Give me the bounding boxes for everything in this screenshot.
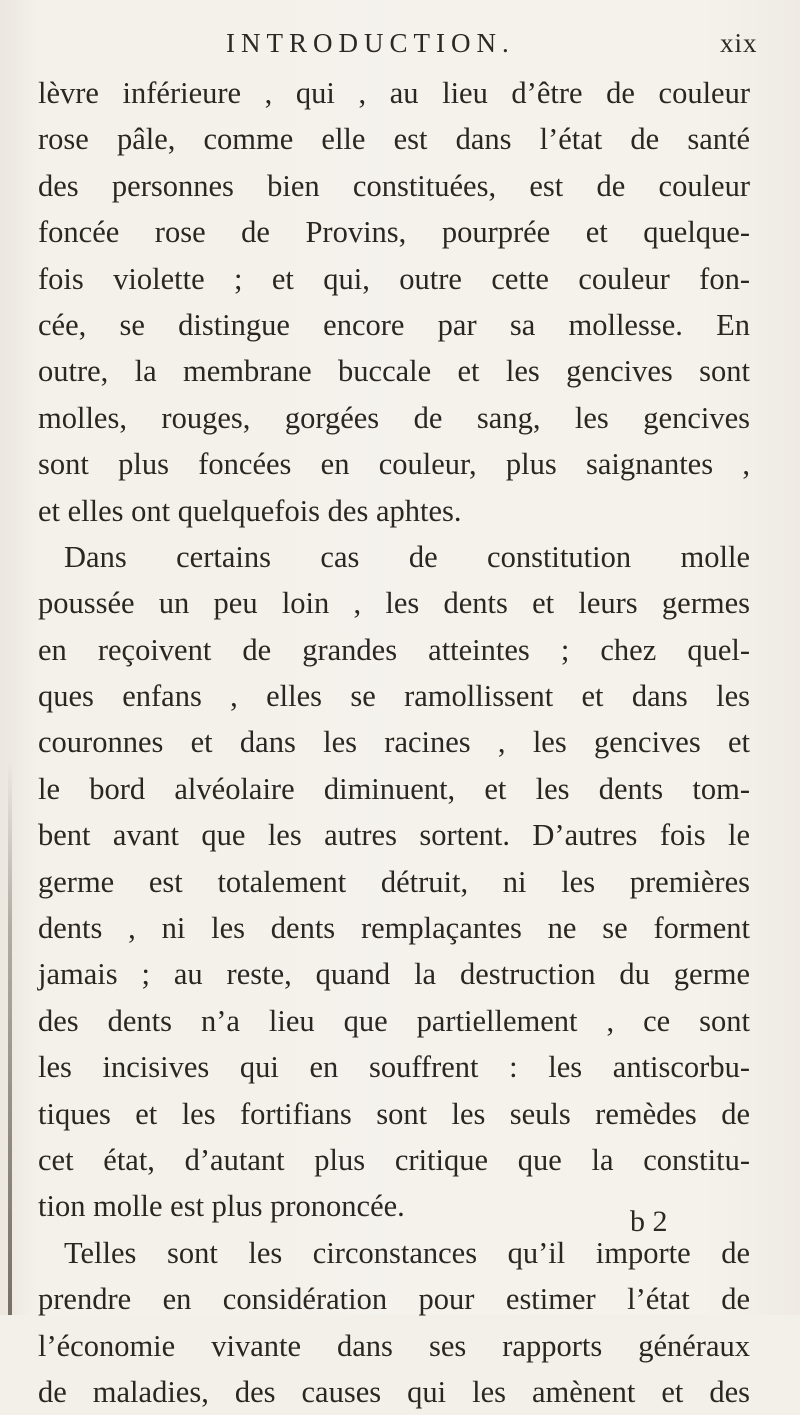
text-line: couronnes et dans les racines , les gencives et <box>38 725 750 760</box>
text-line: molles, rouges, gorgées de sang, les gencives <box>38 400 750 435</box>
text-line: des personnes bien constituées, est de couleur <box>38 168 750 203</box>
text-line: prendre en considération pour estimer l’état de <box>38 1282 750 1317</box>
signature-mark: b 2 <box>630 1205 668 1238</box>
text-line-paragraph-start: Dans certains cas de constitution molle <box>64 539 750 574</box>
text-line: le bord alvéolaire diminuent, et les dents tom- <box>38 771 750 806</box>
running-title: INTRODUCTION. <box>226 28 515 58</box>
text-line: lèvre inférieure , qui , au lieu d’être de couleur <box>38 76 750 110</box>
text-line: jamais ; au reste, quand la destruction du germe <box>38 957 750 992</box>
text-line: en reçoivent de grandes atteintes ; chez quel- <box>38 632 750 667</box>
text-line: des dents n’a lieu que partiellement , ce sont <box>38 1003 750 1038</box>
text-line: foncée rose de Provins, pourprée et quelque- <box>38 215 750 250</box>
text-line: de maladies, des causes qui les amènent et des <box>38 1374 750 1409</box>
text-line: poussée un peu loin , les dents et leurs germes <box>38 586 750 621</box>
text-line: ques enfans , elles se ramollissent et dans les <box>38 679 750 714</box>
text-line-paragraph-start: Telles sont les circonstances qu’il importe de <box>64 1235 750 1270</box>
text-line-paragraph-end: tion molle est plus prononcée. <box>38 1189 405 1224</box>
text-line: fois violette ; et qui, outre cette couleur fon- <box>38 261 750 296</box>
text-line: germe est totalement détruit, ni les premières <box>38 864 750 899</box>
text-line: les incisives qui en souffrent : les antiscorbu- <box>38 1050 750 1085</box>
text-line: tiques et les fortifians sont les seuls remèdes de <box>38 1096 750 1131</box>
text-line-paragraph-end: et elles ont quelquefois des aphtes. <box>38 493 462 528</box>
text-line: rose pâle, comme elle est dans l’état de santé <box>38 122 750 157</box>
text-line: dents , ni les dents remplaçantes ne se forment <box>38 911 750 946</box>
text-line: sont plus foncées en couleur, plus saignantes , <box>38 447 750 482</box>
page-number: xix <box>720 28 758 58</box>
text-line: bent avant que les autres sortent. D’autres fois le <box>38 818 750 853</box>
text-line: outre, la membrane buccale et les gencives sont <box>38 354 750 389</box>
text-line: cet état, d’autant plus critique que la constitu- <box>38 1142 750 1177</box>
binding-shadow <box>8 760 12 1315</box>
text-line: l’économie vivante dans ses rapports généraux <box>38 1328 750 1363</box>
text-line: cée, se distingue encore par sa mollesse. En <box>38 307 750 342</box>
